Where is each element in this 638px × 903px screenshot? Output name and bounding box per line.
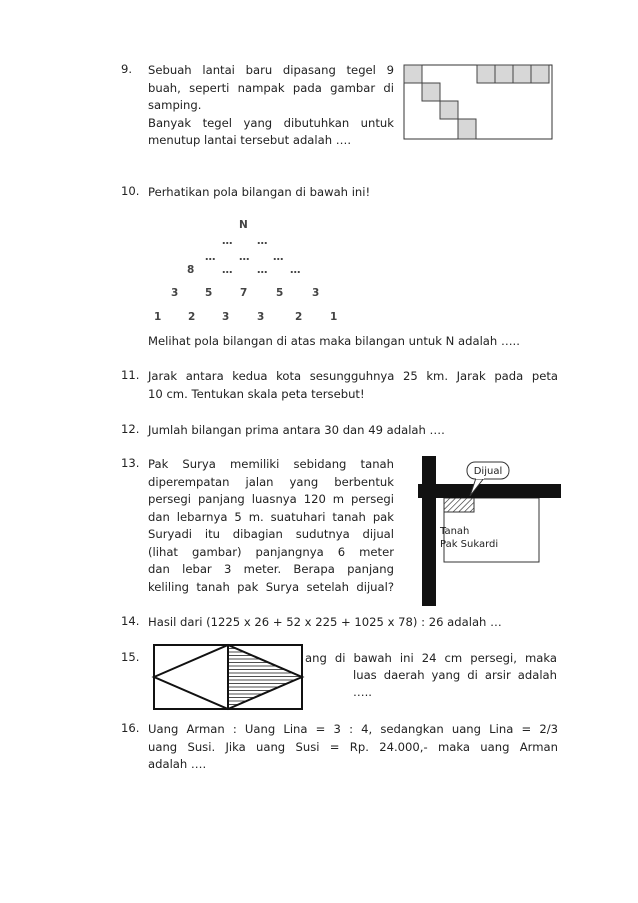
- text-line: Suryadi itu dibagian sudutnya dijual: [148, 527, 394, 541]
- pattern-value: 3: [312, 287, 320, 299]
- text-line: Pak Surya memiliki sebidang tanah: [148, 457, 394, 471]
- text-line: diperempatan jalan yang berbentuk: [148, 474, 394, 489]
- pattern-value: …: [257, 264, 268, 276]
- question-number: 15.: [121, 650, 140, 664]
- question-text: …..: [353, 685, 372, 699]
- tile: [440, 101, 458, 119]
- question-number: 11.: [121, 368, 140, 382]
- question-text: [148, 62, 394, 150]
- question-text: Jumlah bilangan prima antara 30 dan 49 adalah ….: [148, 423, 445, 437]
- pattern-value: 5: [205, 287, 213, 299]
- pattern-value: 3: [257, 311, 265, 323]
- pattern-n: N: [239, 219, 248, 231]
- tile: [477, 65, 495, 83]
- tile: [531, 65, 549, 83]
- pattern-value: …: [205, 251, 216, 263]
- pattern-value: …: [222, 235, 233, 247]
- text-line: 10 cm. Tentukan skala peta tersebut!: [148, 386, 365, 401]
- text-line: buah, seperti nampak pada gambar di: [148, 80, 394, 95]
- text-line: keliling tanah pak Surya setelah dijual?: [148, 579, 394, 594]
- text-line: (lihat gambar) panjangnya 6 meter: [148, 544, 394, 559]
- text-line: menutup lantai tersebut adalah ….: [148, 133, 352, 147]
- pattern-value: 2: [295, 311, 303, 323]
- text-line: Uang Arman : Uang Lina = 3 : 4, sedangkan uang Lina = 2/3: [148, 722, 558, 736]
- question-text: ang di bawah ini 24 cm persegi, maka: [305, 651, 557, 665]
- pattern-value: …: [273, 251, 284, 263]
- text-line: Sebuah lantai baru dipasang tegel 9: [148, 63, 394, 77]
- pattern-value: …: [222, 264, 233, 276]
- question-text: [148, 368, 558, 403]
- question-number: 13.: [121, 456, 140, 470]
- pattern-value: …: [257, 235, 268, 247]
- text-line: uang Susi. Jika uang Susi = Rp. 24.000,- maka uang Arman: [148, 739, 558, 754]
- pattern-value: 1: [154, 311, 162, 323]
- rhombus-rectangle-figure: [150, 641, 306, 713]
- text-line: persegi panjang luasnya 120 m persegi: [148, 492, 394, 506]
- text-line: Banyak tegel yang dibutuhkan untuk: [148, 115, 394, 130]
- land-map-figure: [418, 456, 563, 606]
- tile-floor-figure: [403, 64, 554, 141]
- text-line: dan lebarnya 5 m. suatuhari tanah pak: [148, 509, 394, 524]
- question-text: luas daerah yang di arsir adalah: [353, 668, 557, 682]
- land-label: Tanah: [440, 526, 470, 537]
- pattern-value: 2: [188, 311, 196, 323]
- text-line: samping.: [148, 98, 202, 112]
- road-horizontal: [418, 484, 561, 498]
- question-number: 14.: [121, 614, 140, 628]
- question-number: 10.: [121, 184, 140, 198]
- pattern-value: 5: [276, 287, 284, 299]
- tile: [458, 119, 476, 139]
- tile: [495, 65, 513, 83]
- tile: [513, 65, 531, 83]
- sold-area: [444, 498, 474, 512]
- pattern-value: …: [239, 251, 250, 263]
- question-number: 9.: [121, 62, 133, 76]
- pattern-value: 3: [171, 287, 179, 299]
- text-line: Jarak antara kedua kota sesungguhnya 25 km. Jarak pada peta: [148, 369, 558, 383]
- question-text: Hasil dari (1225 x 26 + 52 x 225 + 1025 x 78) : 26 adalah …: [148, 615, 502, 629]
- pattern-value: 8: [187, 264, 195, 276]
- question-text: [148, 721, 558, 774]
- tile: [404, 65, 422, 83]
- callout-label: Dijual: [473, 466, 503, 477]
- pattern-value: 3: [222, 311, 230, 323]
- question-text: Perhatikan pola bilangan di bawah ini!: [148, 185, 371, 199]
- text-line: adalah ….: [148, 757, 207, 771]
- question-text: Melihat pola bilangan di atas maka bilangan untuk N adalah …..: [148, 334, 520, 348]
- pattern-value: …: [290, 264, 301, 276]
- tile: [422, 83, 440, 101]
- question-text: [148, 456, 394, 596]
- pattern-value: 7: [240, 287, 248, 299]
- pattern-value: 1: [330, 311, 338, 323]
- road-vertical: [422, 456, 436, 606]
- land-label: Pak Sukardi: [440, 539, 499, 550]
- text-line: dan lebar 3 meter. Berapa panjang: [148, 562, 394, 576]
- question-number: 12.: [121, 422, 140, 436]
- question-number: 16.: [121, 721, 140, 735]
